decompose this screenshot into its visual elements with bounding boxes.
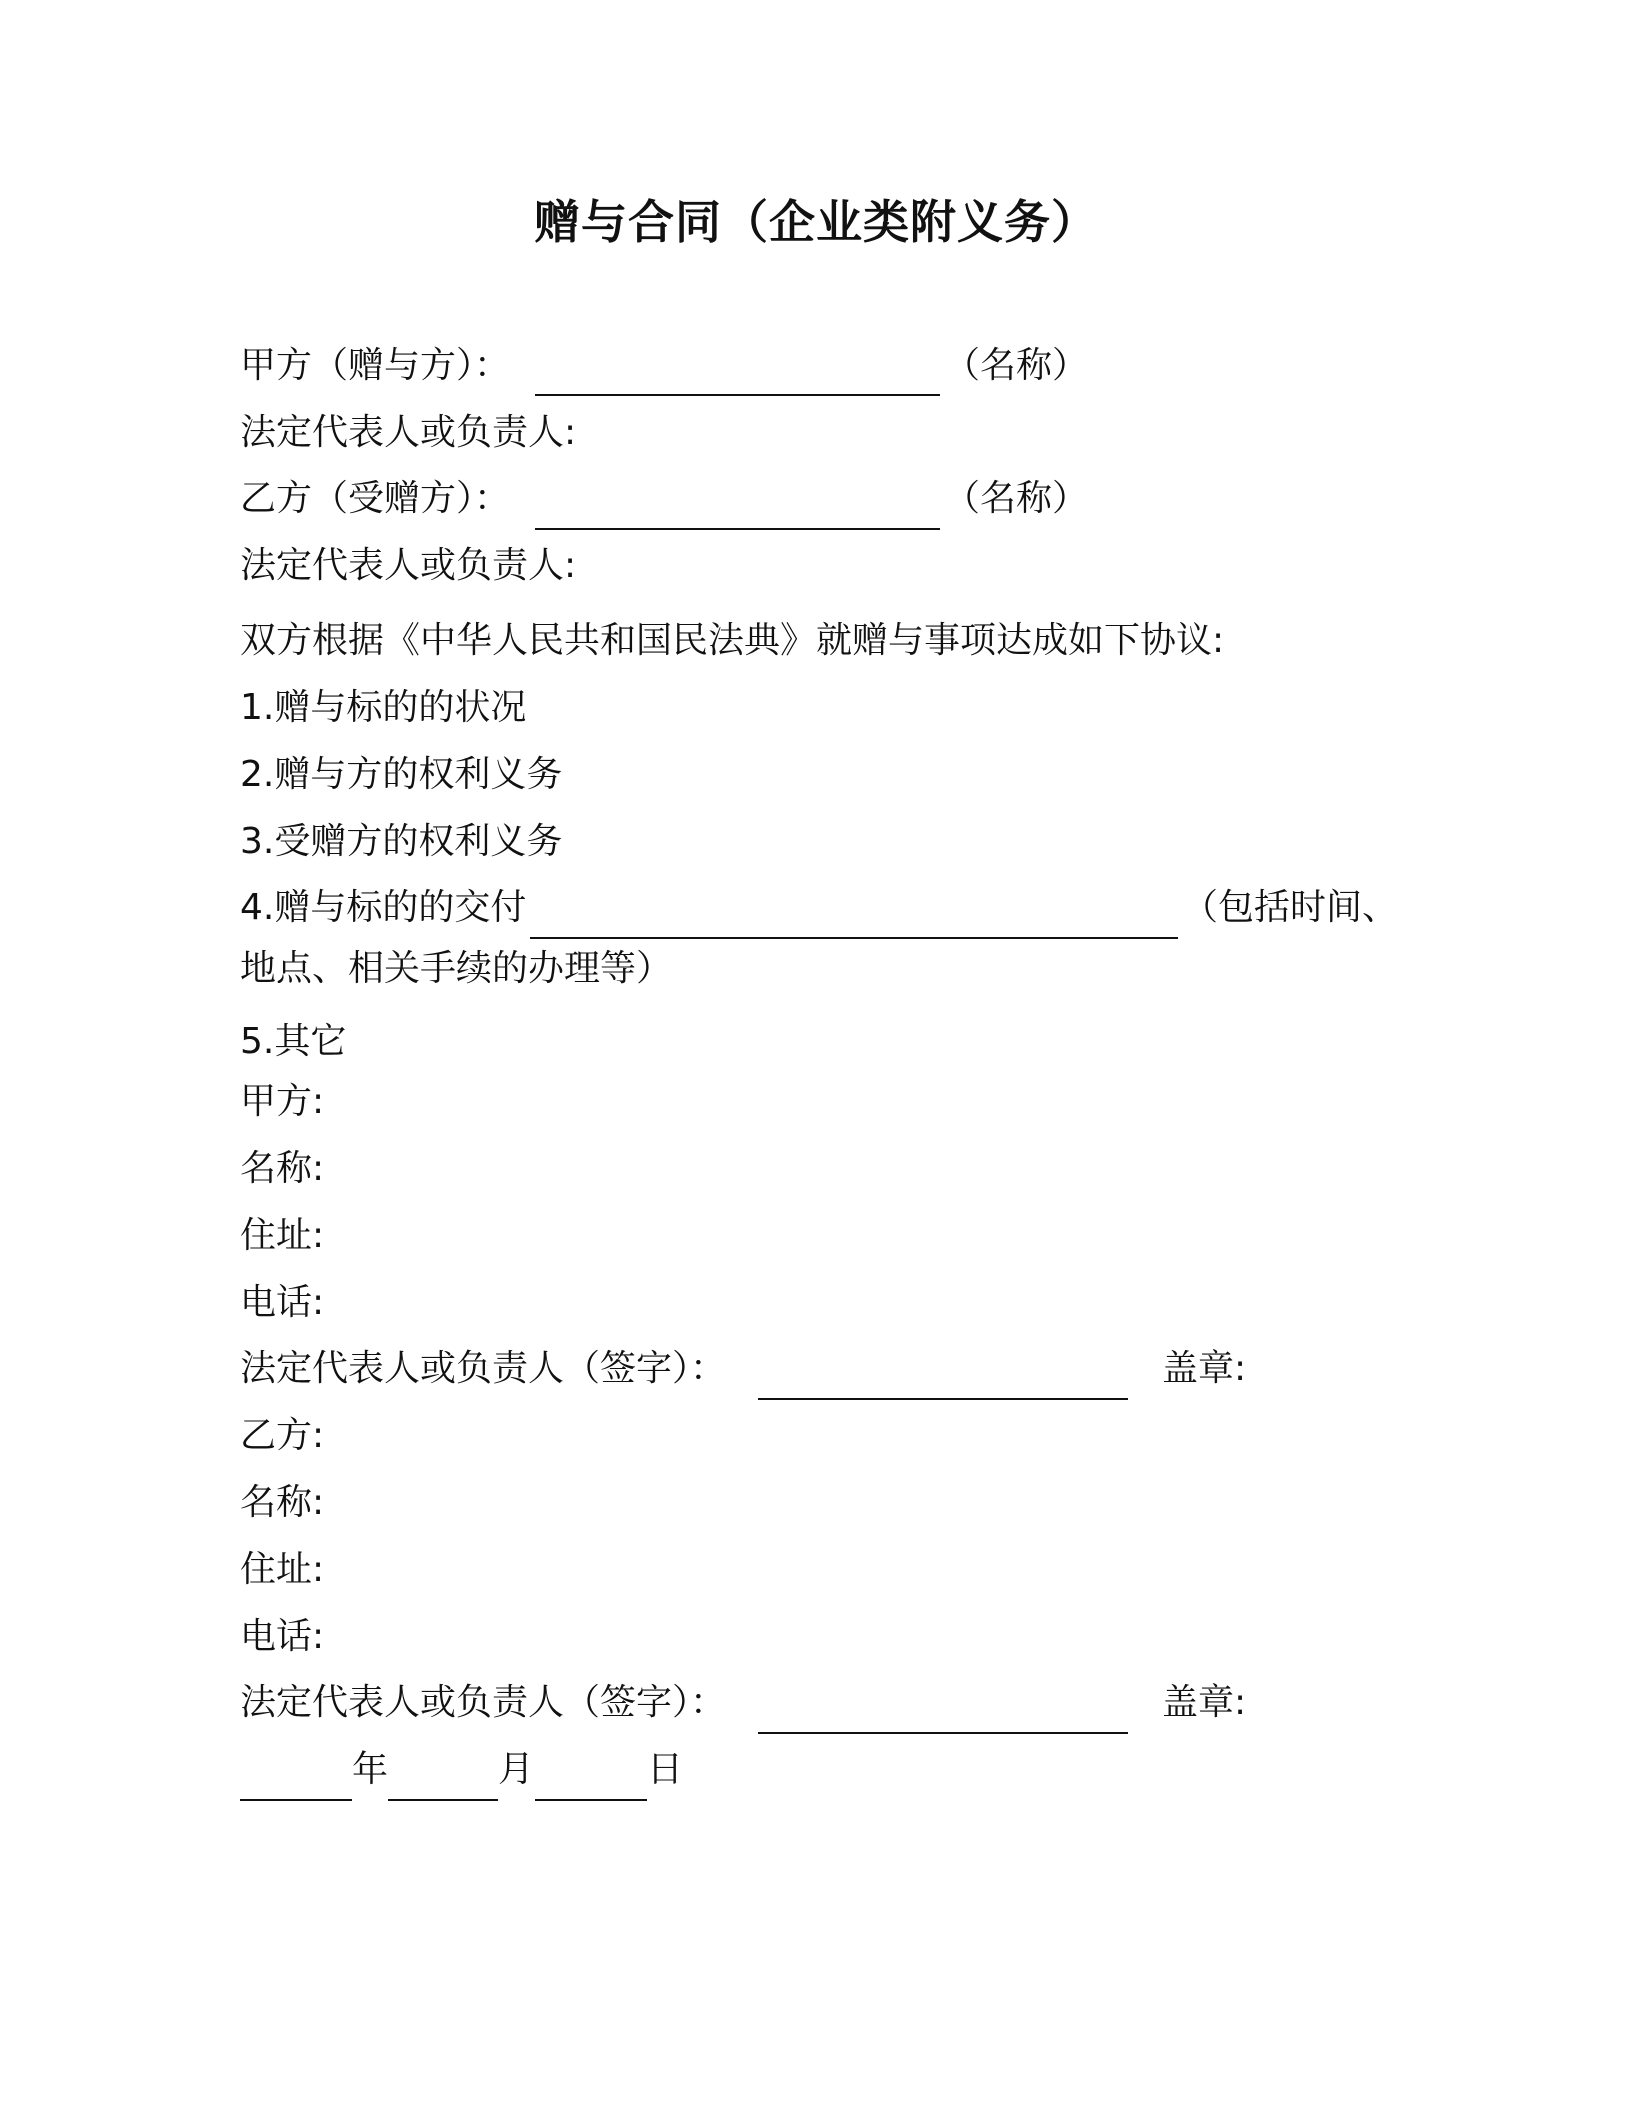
preamble: 双方根据《中华人民共和国民法典》就赠与事项达成如下协议:	[240, 620, 1225, 661]
party-b-name-blank[interactable]	[535, 528, 940, 530]
sign-a-phone: 电话:	[240, 1282, 325, 1323]
party-a-name-suffix: （名称）	[944, 345, 1089, 386]
sign-a-signature-blank[interactable]	[758, 1398, 1128, 1400]
sign-b-signature-blank[interactable]	[758, 1732, 1128, 1734]
party-b-label: 乙方（受赠方）：	[240, 478, 511, 519]
clause-4: 4.赠与标的的交付	[240, 887, 527, 928]
party-b-name-suffix: （名称）	[944, 478, 1089, 519]
document-title: 赠与合同（企业类附义务）	[534, 195, 1098, 249]
clause-5: 5.其它	[240, 1021, 347, 1062]
date-month-blank[interactable]	[388, 1799, 498, 1801]
date-day-blank[interactable]	[535, 1799, 647, 1801]
sign-b-seal-label: 盖章:	[1162, 1682, 1247, 1723]
clause-2: 2.赠与方的权利义务	[240, 754, 563, 795]
clause-4-blank[interactable]	[530, 937, 1178, 939]
sign-a-name: 名称:	[240, 1148, 325, 1189]
date-day-label: 日	[647, 1749, 684, 1790]
clause-3: 3.受赠方的权利义务	[240, 821, 563, 862]
sign-b-name: 名称:	[240, 1482, 325, 1523]
date-year-blank[interactable]	[240, 1799, 352, 1801]
clause-4-continuation: 地点、相关手续的办理等）	[240, 948, 673, 989]
party-a-name-blank[interactable]	[535, 394, 940, 396]
legal-rep-label-b: 法定代表人或负责人:	[240, 545, 577, 586]
sign-a-signature-label: 法定代表人或负责人（签字）：	[240, 1348, 727, 1389]
sign-b-address: 住址:	[240, 1549, 325, 1590]
sign-a-address: 住址:	[240, 1215, 325, 1256]
sign-a-seal-label: 盖章:	[1162, 1348, 1247, 1389]
date-year-label: 年	[352, 1749, 389, 1790]
sign-b-party: 乙方:	[240, 1415, 325, 1456]
legal-rep-label-a: 法定代表人或负责人:	[240, 412, 577, 453]
clause-1: 1.赠与标的的状况	[240, 687, 527, 728]
party-a-label: 甲方（赠与方）：	[240, 345, 511, 386]
date-month-label: 月	[498, 1749, 535, 1790]
sign-b-phone: 电话:	[240, 1616, 325, 1657]
clause-4-suffix: （包括时间、	[1182, 887, 1399, 928]
sign-b-signature-label: 法定代表人或负责人（签字）：	[240, 1682, 727, 1723]
sign-a-party: 甲方:	[240, 1081, 325, 1122]
